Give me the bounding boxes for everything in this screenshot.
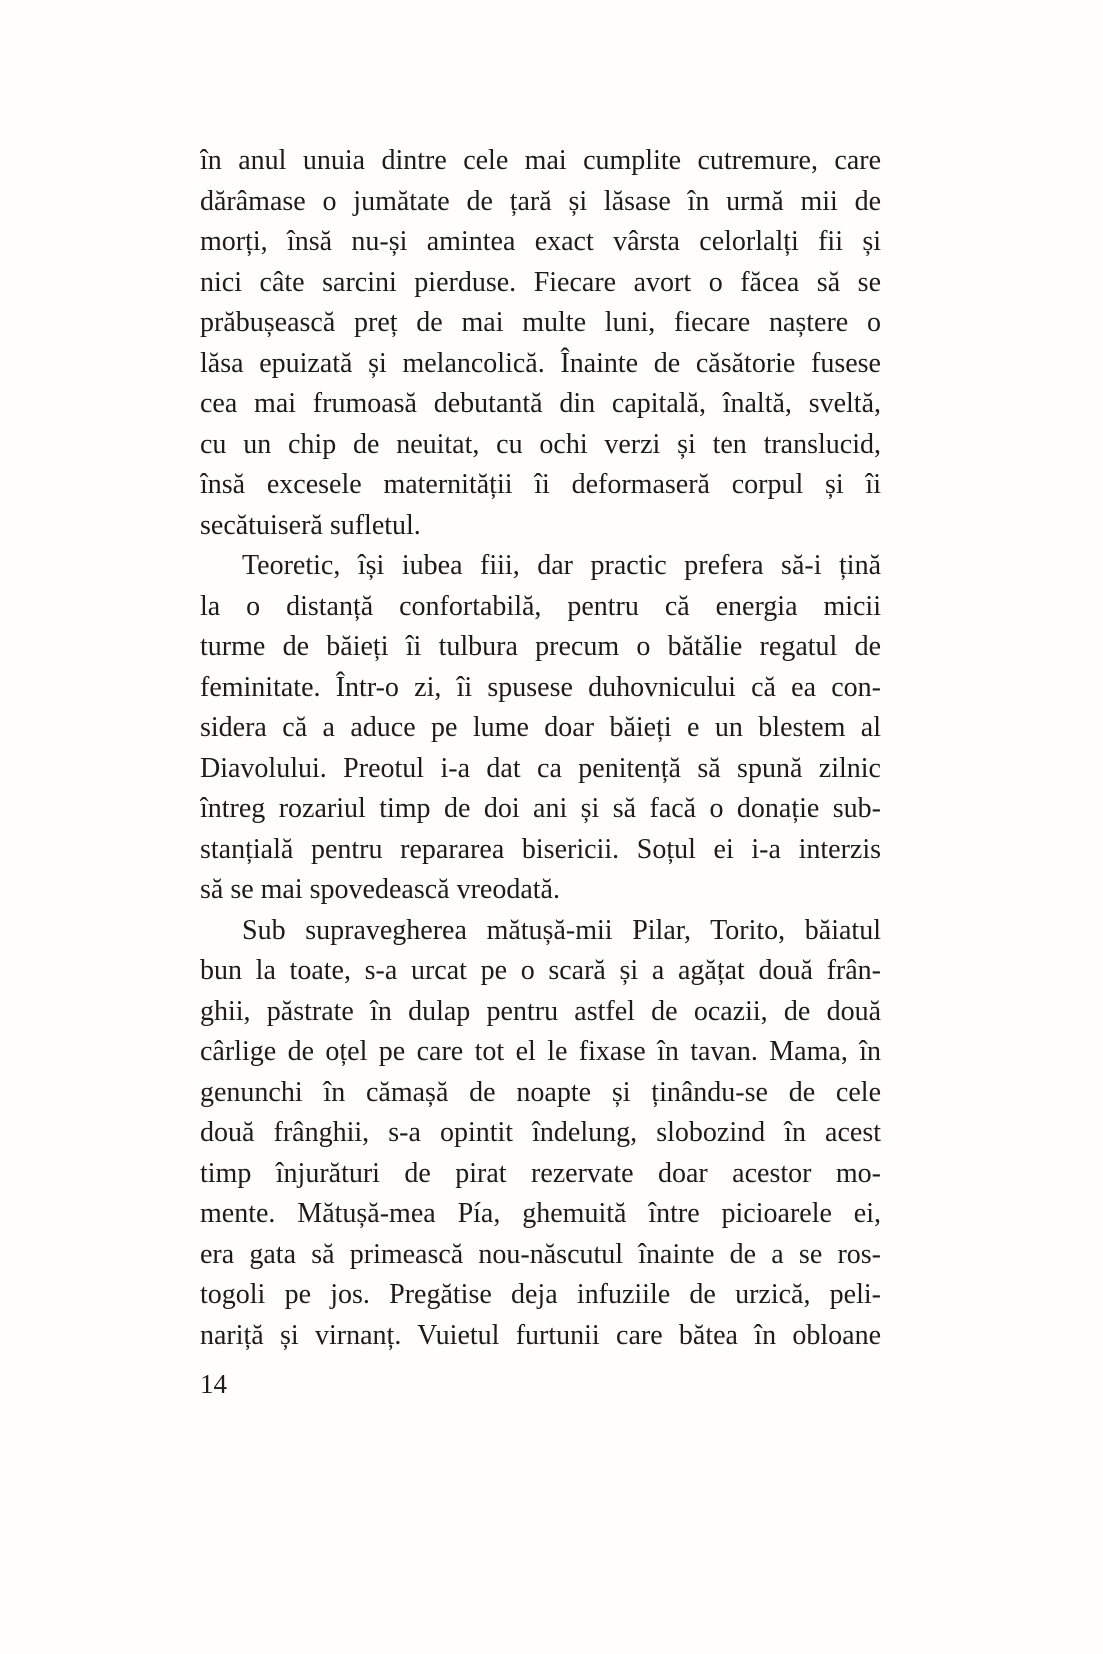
text-line: secătuiseră sufletul. xyxy=(200,509,421,541)
text-line: în anul unuia dintre cele mai cumplite cutremure, care xyxy=(200,145,881,176)
text-line: să se mai spovedească vreodată. xyxy=(200,874,560,905)
text-line: Diavolului. Preotul i-a dat ca penitență să spună zilnic xyxy=(200,752,881,784)
text-line: morți, însă nu-și amintea exact vârsta celorlalți fii și xyxy=(200,226,881,257)
text-line: nici câte sarcini pierduse. Fiecare avort o făcea să se xyxy=(200,266,881,298)
text-line: nariță și virnanț. Vuietul furtunii care bătea în obloane xyxy=(200,1319,881,1351)
text-line: lăsa epuizată și melancolică. Înainte de căsătorie fusese xyxy=(200,347,881,379)
text-line: feminitate. Într-o zi, îi spusese duhovnicului că ea con- xyxy=(200,671,881,703)
text-line: turme de băieți îi tulbura precum o bătălie regatul de xyxy=(200,631,881,662)
paragraph-2 xyxy=(200,546,881,911)
text-line: genunchi în cămașă de noapte și ținându-se de cele xyxy=(200,1076,881,1108)
text-line: Teoretic, își iubea fiii, dar practic prefera să-i țină xyxy=(242,550,881,581)
text-line: două frânghii, s-a opintit îndelung, slobozind în acest xyxy=(200,1117,881,1148)
page-number: 14 xyxy=(200,1369,227,1399)
text-line: prăbușească preț de mai multe luni, fiecare naștere o xyxy=(200,307,881,338)
page-text xyxy=(200,141,881,1356)
text-line: la o distanță confortabilă, pentru că energia micii xyxy=(200,590,881,622)
text-line: timp înjurături de pirat rezervate doar acestor mo- xyxy=(200,1157,881,1189)
text-line: ghii, păstrate în dulap pentru astfel de ocazii, de două xyxy=(200,995,881,1027)
text-line: togoli pe jos. Pregătise deja infuziile de urzică, peli- xyxy=(200,1279,881,1310)
text-line: cârlige de oțel pe care tot el le fixase în tavan. Mama, în xyxy=(200,1036,881,1067)
text-line: dărâmase o jumătate de țară și lăsase în urmă mii de xyxy=(200,185,881,217)
text-line: mente. Mătușă-mea Pía, ghemuită între picioarele ei, xyxy=(200,1198,881,1229)
text-line: stanțială pentru repararea bisericii. Soțul ei i-a interzis xyxy=(200,833,881,865)
text-line: sidera că a aduce pe lume doar băieți e un blestem al xyxy=(200,712,881,743)
text-line: Sub supravegherea mătușă-mii Pilar, Torito, băiatul xyxy=(242,914,881,946)
paragraph-3 xyxy=(200,911,881,1357)
text-line: bun la toate, s-a urcat pe o scară și a agățat două frân- xyxy=(200,955,881,986)
paragraph-1 xyxy=(200,141,881,546)
text-line: întreg rozariul timp de doi ani și să facă o donație sub- xyxy=(200,793,881,824)
text-line: era gata să primească nou-născutul înainte de a se ros- xyxy=(200,1238,881,1270)
text-line: cu un chip de neuitat, cu ochi verzi și ten translucid, xyxy=(200,428,881,460)
text-line: însă excesele maternității îi deformaseră corpul și îi xyxy=(200,469,881,500)
text-line: cea mai frumoasă debutantă din capitală, înaltă, sveltă, xyxy=(200,388,881,419)
